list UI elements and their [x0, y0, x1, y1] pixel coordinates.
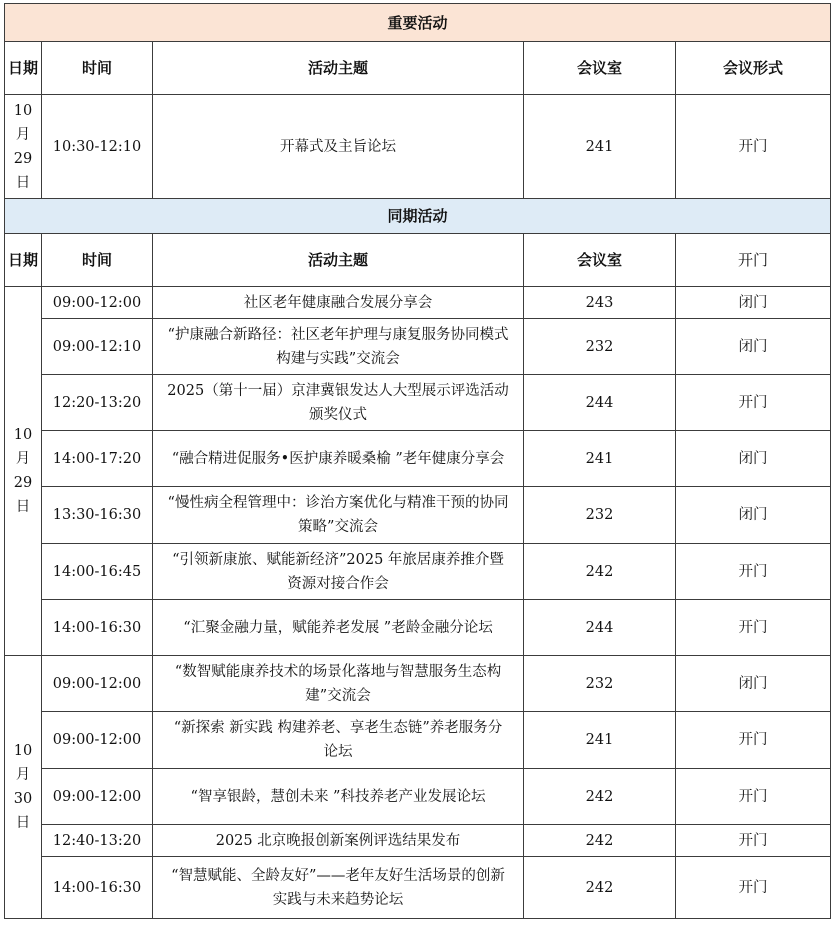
time-cell: 14:00-16:30 [42, 857, 153, 919]
concurrent-section-header [5, 199, 831, 234]
header-date: 日期 [5, 42, 42, 95]
room-cell: 242 [524, 544, 676, 600]
topic-cell: 开幕式及主旨论坛 [153, 95, 524, 199]
header-date: 日期 [5, 234, 42, 287]
topic-cell: “智享银龄，慧创未来 ”科技养老产业发展论坛 [153, 769, 524, 825]
room-cell: 242 [524, 857, 676, 919]
table-row [5, 375, 831, 431]
topic-cell: “新探索 新实践 构建养老、享老生态链”养老服务分论坛 [153, 712, 524, 769]
header-room: 会议室 [524, 234, 676, 287]
header-room: 会议室 [524, 42, 676, 95]
header-format: 会议形式 [676, 42, 831, 95]
room-cell: 241 [524, 431, 676, 487]
room-cell: 242 [524, 769, 676, 825]
important-section-header [5, 4, 831, 42]
table-row [5, 656, 831, 712]
time-cell: 10:30-12:10 [42, 95, 153, 199]
topic-cell: “智慧赋能、全龄友好”——老年友好生活场景的创新实践与未来趋势论坛 [153, 857, 524, 919]
format-cell: 闭门 [676, 319, 831, 375]
time-cell: 13:30-16:30 [42, 487, 153, 544]
table-row [5, 769, 831, 825]
time-cell: 09:00-12:00 [42, 769, 153, 825]
schedule-table [4, 3, 831, 919]
concurrent-column-headers [5, 234, 831, 287]
time-cell: 12:40-13:20 [42, 825, 153, 857]
room-cell: 244 [524, 600, 676, 656]
format-cell: 开门 [676, 712, 831, 769]
header-time: 时间 [42, 42, 153, 95]
time-cell: 12:20-13:20 [42, 375, 153, 431]
room-cell: 232 [524, 656, 676, 712]
date-cell: 10 月 29 日 [5, 287, 42, 656]
header-topic: 活动主题 [153, 42, 524, 95]
date-cell: 10 月 29 日 [5, 95, 42, 199]
format-cell: 闭门 [676, 487, 831, 544]
table-row [5, 287, 831, 319]
table-row [5, 95, 831, 199]
time-cell: 09:00-12:00 [42, 656, 153, 712]
topic-cell: “汇聚金融力量，赋能养老发展 ”老龄金融分论坛 [153, 600, 524, 656]
topic-cell: “慢性病全程管理中：诊治方案优化与精准干预的协同策略”交流会 [153, 487, 524, 544]
format-cell: 开门 [676, 769, 831, 825]
room-cell: 244 [524, 375, 676, 431]
table-row [5, 431, 831, 487]
topic-cell: 社区老年健康融合发展分享会 [153, 287, 524, 319]
time-cell: 09:00-12:10 [42, 319, 153, 375]
table-row [5, 487, 831, 544]
room-cell: 243 [524, 287, 676, 319]
format-cell: 闭门 [676, 656, 831, 712]
format-cell: 开门 [676, 857, 831, 919]
format-cell: 开门 [676, 375, 831, 431]
topic-cell: 2025 北京晚报创新案例评选结果发布 [153, 825, 524, 857]
time-cell: 14:00-17:20 [42, 431, 153, 487]
important-section-title: 重要活动 [5, 4, 831, 42]
room-cell: 232 [524, 319, 676, 375]
format-cell: 开门 [676, 825, 831, 857]
table-row [5, 319, 831, 375]
topic-cell: 2025（第十一届）京津冀银发达人大型展示评选活动颁奖仪式 [153, 375, 524, 431]
topic-cell: “引领新康旅、赋能新经济”2025 年旅居康养推介暨资源对接合作会 [153, 544, 524, 600]
room-cell: 232 [524, 487, 676, 544]
format-cell: 开门 [676, 544, 831, 600]
room-cell: 241 [524, 712, 676, 769]
format-cell: 开门 [676, 95, 831, 199]
important-column-headers [5, 42, 831, 95]
table-row [5, 857, 831, 919]
time-cell: 14:00-16:45 [42, 544, 153, 600]
topic-cell: “数智赋能康养技术的场景化落地与智慧服务生态构建”交流会 [153, 656, 524, 712]
format-cell: 闭门 [676, 431, 831, 487]
table-row [5, 712, 831, 769]
concurrent-section-title: 同期活动 [5, 199, 831, 234]
table-row [5, 600, 831, 656]
topic-cell: “融合精进促服务•医护康养暖桑榆 ”老年健康分享会 [153, 431, 524, 487]
room-cell: 242 [524, 825, 676, 857]
header-topic: 活动主题 [153, 234, 524, 287]
room-cell: 241 [524, 95, 676, 199]
header-format: 开门 [676, 234, 831, 287]
header-time: 时间 [42, 234, 153, 287]
format-cell: 闭门 [676, 287, 831, 319]
topic-cell: “护康融合新路径：社区老年护理与康复服务协同模式构建与实践”交流会 [153, 319, 524, 375]
format-cell: 开门 [676, 600, 831, 656]
time-cell: 09:00-12:00 [42, 287, 153, 319]
table-row [5, 544, 831, 600]
table-row [5, 825, 831, 857]
time-cell: 14:00-16:30 [42, 600, 153, 656]
time-cell: 09:00-12:00 [42, 712, 153, 769]
date-cell: 10 月 30 日 [5, 656, 42, 919]
